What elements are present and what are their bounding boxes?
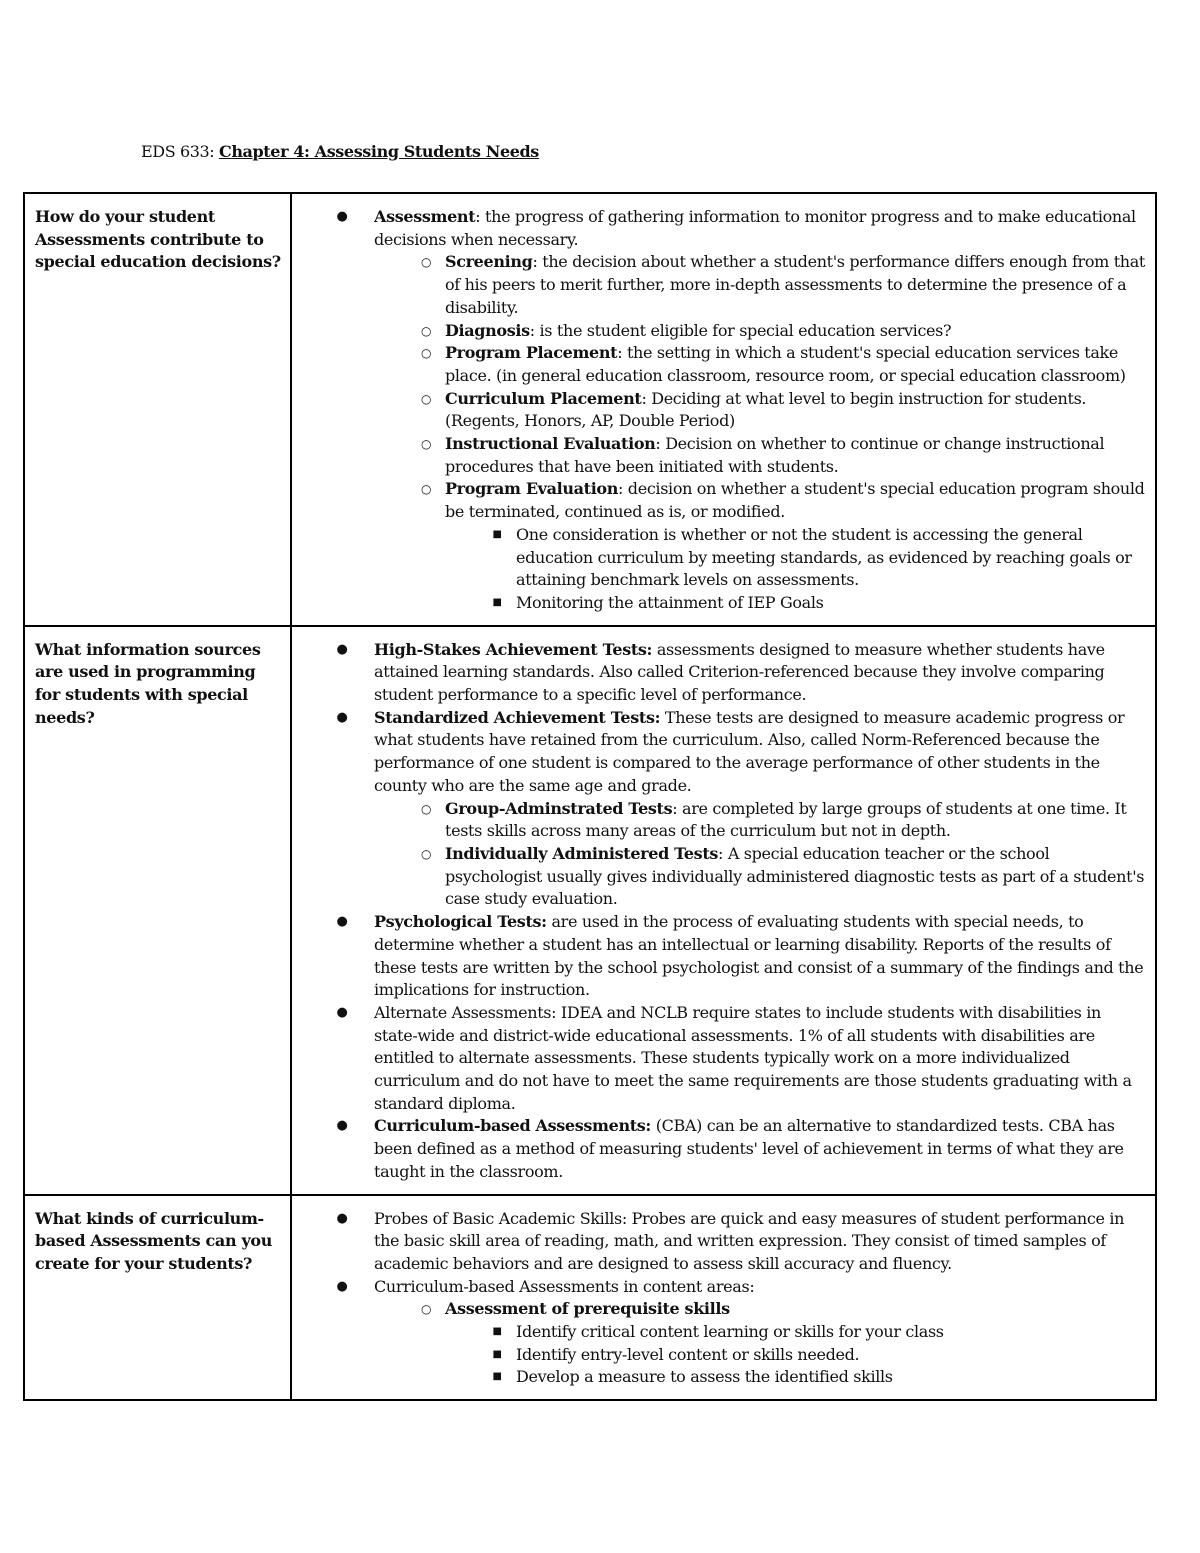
list-item — [374, 342, 1147, 387]
term-label: Group-Adminstrated Tests — [445, 798, 673, 818]
item-text: : the setting in which a student's special education services take place. (in general education classroom, resource room, or special education classroom) — [445, 343, 1126, 385]
term-label: High-Stakes Achievement Tests: — [374, 639, 653, 659]
bullet-icon: ○ — [420, 255, 432, 270]
bullet-list-level-1 — [292, 206, 1147, 615]
bullet-icon: ● — [336, 1278, 348, 1294]
question-cell: What information sources are used in programming for students with special needs? — [24, 626, 291, 1195]
item-text: : Deciding at what level to begin instruction for students. (Regents, Honors, AP, Double Period) — [445, 388, 1087, 431]
bullet-icon: ● — [336, 641, 348, 657]
item-text: (CBA) can be an alternative to standardized tests. CBA has been defined as a method of measuring students' level of achievement in terms of what they are taught in the classroom. — [374, 1116, 1124, 1181]
term-label: Psychological Tests: — [374, 912, 547, 932]
item-text: : A special education teacher or the school psychologist usually gives individually administered diagnostic tests as part of a student's case study evaluation. — [445, 843, 1145, 909]
item-text: Probes of Basic Academic Skills: Probes are quick and easy measures of student performance in the basic skill area of reading, math, and written expression. They consist of timed samples of academic behaviors and are designed to assess skill accuracy and fluency. — [374, 1208, 1125, 1273]
term-label: Individually Administered Tests — [445, 843, 719, 863]
item-text: Alternate Assessments: IDEA and NCLB require states to include students with disabilities in state-wide and district-wide educational assessments. 1% of all students with disabilities are entitled to alternate assessments. These students typically work on a more individualized curriculum and do not have to meet the same requirements are those students graduating with a standard diploma. — [374, 1002, 1132, 1113]
item-text: One consideration is whether or not the student is accessing the general education curriculum by meeting standards, as evidenced by reaching goals or attaining benchmark levels on assessments. — [516, 524, 1132, 590]
list-item — [445, 1366, 1147, 1389]
notes-table — [23, 192, 1157, 1401]
bullet-icon: ■ — [492, 528, 502, 540]
item-text: Identify entry-level content or skills needed. — [516, 1344, 860, 1364]
item-text: : is the student eligible for special education services? — [529, 320, 952, 340]
page-title — [141, 142, 539, 161]
item-text: : decision on whether a student's special education program should be terminated, continued as is, or modified. — [445, 479, 1145, 522]
bullet-icon: ● — [336, 914, 348, 930]
chapter-title: Chapter 4: Assessing Students Needs — [218, 142, 539, 161]
bullet-icon: ● — [336, 209, 348, 224]
bullet-icon: ■ — [492, 1326, 502, 1338]
item-text: assessments designed to measure whether students have attained learning standards. Also called Criterion-referenced because they involve comparing student performance to a specific level of performance. — [374, 639, 1105, 705]
bullet-list-level-3 — [445, 524, 1147, 615]
list-item — [374, 478, 1147, 614]
list-item — [374, 388, 1147, 433]
term-label: Standardized Achievement Tests: — [374, 707, 661, 727]
list-item — [292, 1115, 1147, 1183]
bullet-icon: ● — [336, 1210, 348, 1226]
term-label: Program Evaluation — [445, 479, 619, 499]
list-item — [292, 1208, 1147, 1276]
item-text: These tests are designed to measure academic progress or what students have retained from the curriculum. Also, called Norm-Referenced because the performance of one student is compared to the average performance of other students in the county who are the same age and grade. — [374, 707, 1125, 795]
table-row — [24, 1195, 1156, 1401]
item-text: Develop a measure to assess the identified skills — [516, 1367, 893, 1387]
list-item — [292, 1002, 1147, 1116]
item-text: : Decision on whether to continue or change instructional procedures that have been initiated with students. — [445, 434, 1105, 476]
list-item — [374, 433, 1147, 478]
list-item — [292, 1276, 1147, 1390]
term-label: Assessment of prerequisite skills — [445, 1299, 730, 1319]
bullet-list-level-3 — [445, 1321, 1147, 1389]
list-item — [445, 592, 1147, 615]
bullet-icon: ○ — [420, 482, 432, 497]
item-text: Monitoring the attainment of IEP Goals — [516, 592, 824, 612]
term-label: Screening — [445, 252, 533, 272]
term-label: Diagnosis — [445, 320, 530, 340]
bullet-list-level-2 — [374, 798, 1147, 912]
bullet-icon: ○ — [420, 1302, 432, 1317]
bullet-icon: ○ — [420, 323, 432, 338]
term-label: Curriculum Placement — [445, 388, 642, 408]
term-label: Curriculum-based Assessments: — [374, 1116, 651, 1136]
answer-cell — [291, 1195, 1156, 1401]
item-text: are used in the process of evaluating students with special needs, to determine whether a student has an intellectual or learning disability. Reports of the results of these tests are written by the school psychologist and consist of a summary of the findings and the implications for instruction. — [374, 912, 1144, 1000]
question-cell: What kinds of curriculum-based Assessments can you create for your students? — [24, 1195, 291, 1401]
item-text: Identify critical content learning or skills for your class — [516, 1322, 944, 1342]
list-item — [374, 251, 1147, 319]
bullet-list-level-1 — [292, 639, 1147, 1184]
answer-cell — [291, 626, 1156, 1195]
list-item — [445, 1321, 1147, 1344]
item-text: Curriculum-based Assessments in content areas: — [374, 1276, 755, 1296]
bullet-icon: ○ — [420, 346, 432, 361]
list-item — [374, 798, 1147, 843]
list-item — [292, 206, 1147, 615]
bullet-icon: ● — [336, 1118, 348, 1134]
bullet-list-level-1 — [292, 1208, 1147, 1390]
list-item — [445, 524, 1147, 592]
list-item — [292, 911, 1147, 1002]
bullet-icon: ■ — [492, 1371, 502, 1383]
term-label: Instructional Evaluation — [445, 434, 656, 454]
list-item — [292, 707, 1147, 911]
term-label: Assessment — [374, 207, 476, 226]
bullet-icon: ● — [336, 1004, 348, 1020]
bullet-icon: ■ — [492, 1348, 502, 1360]
item-text: : the progress of gathering information to monitor progress and to make educational decisions when necessary. — [374, 207, 1136, 249]
bullet-list-level-2 — [374, 251, 1147, 614]
list-item — [374, 1298, 1147, 1389]
table-row — [24, 626, 1156, 1195]
list-item — [374, 320, 1147, 343]
bullet-list-level-2 — [374, 1298, 1147, 1389]
term-label: Program Placement — [445, 343, 618, 363]
item-text: : the decision about whether a student's performance differs enough from that of his peers to merit further, more in-depth assessments to determine the presence of a disability. — [445, 252, 1145, 317]
bullet-icon: ○ — [420, 801, 432, 816]
bullet-icon: ● — [336, 709, 348, 725]
list-item — [292, 639, 1147, 707]
table-row — [24, 193, 1156, 626]
bullet-icon: ○ — [420, 846, 432, 861]
question-cell: How do your student Assessments contribute to special education decisions? — [24, 193, 291, 626]
answer-cell — [291, 193, 1156, 626]
item-text: : are completed by large groups of students at one time. It tests skills across many areas of the curriculum but not in depth. — [445, 798, 1127, 841]
list-item — [374, 843, 1147, 911]
bullet-icon: ■ — [492, 596, 502, 608]
bullet-icon: ○ — [420, 391, 432, 406]
bullet-icon: ○ — [420, 437, 432, 452]
course-code: EDS 633: — [141, 142, 215, 161]
list-item — [445, 1344, 1147, 1367]
